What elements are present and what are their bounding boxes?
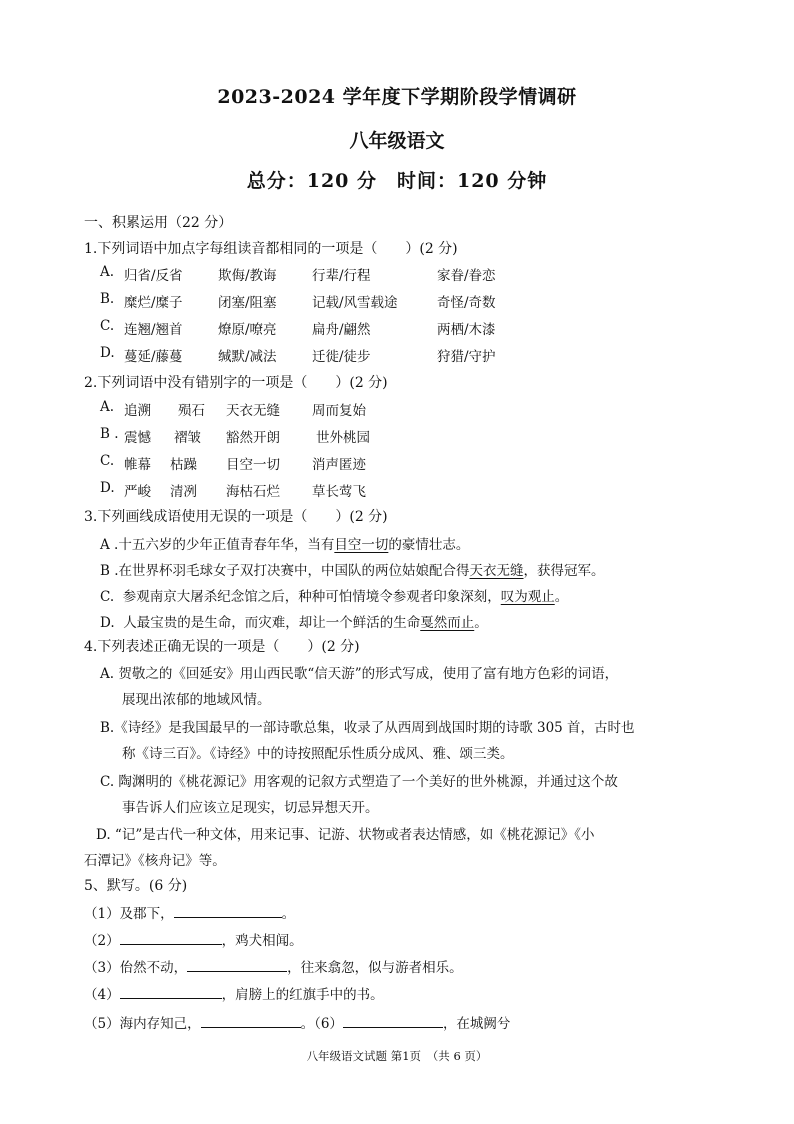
option-text: 。 [554, 589, 569, 605]
question-4-option-c-line1: C. 陶渊明的《桃花源记》用客观的记叙方式塑造了一个美好的世外桃源，并通过这个故 [100, 774, 618, 790]
option-word: 扁舟/翩然 [312, 322, 371, 338]
question-3-option-a [100, 533, 469, 553]
subject-title: 八年级语文 [349, 130, 445, 152]
underlined-idiom: 叹为观止 [500, 589, 555, 605]
option-letter: A. [100, 264, 115, 280]
question-4-option-b-line1: B.《诗经》是我国最早的一部诗歌总集，收录了从西周到战国时期的诗歌 305 首，古时也 [100, 720, 635, 736]
option-letter: C. [100, 318, 115, 334]
dictation-text: ，肩膀上的红旗手中的书。 [221, 987, 384, 1003]
underlined-idiom: 目空一切 [334, 537, 389, 553]
question-4-option-c-line2: 事告诉人们应该立足现实，切忌异想天开。 [122, 800, 379, 816]
answer-blank[interactable] [120, 984, 222, 999]
option-word: 严峻 [124, 484, 151, 500]
option-word: 欺侮/教诲 [218, 268, 277, 284]
option-word: 世外桃园 [316, 430, 370, 446]
section-heading: 一、积累运用（22 分） [84, 215, 233, 231]
score-time-line: 总分：120 分 时间：120 分钟 [246, 170, 548, 192]
option-word: 行辈/行程 [312, 268, 371, 284]
option-word: 天衣无缝 [226, 403, 280, 419]
question-3-option-c [100, 585, 568, 605]
option-word: 殒石 [178, 403, 205, 419]
dictation-line-4 [84, 983, 384, 1003]
option-word: 连翘/翘首 [124, 322, 183, 338]
option-word: 蔓延/藤蔓 [124, 349, 183, 365]
option-word: 奇怪/奇数 [437, 295, 496, 311]
option-letter: D. [100, 345, 115, 361]
dictation-text: （5）海内存知己， [84, 1016, 201, 1032]
option-word: 褶皱 [174, 430, 201, 446]
option-word: 枯躁 [170, 457, 197, 473]
dictation-text: （2） [84, 933, 120, 949]
option-word: 帷幕 [124, 457, 151, 473]
answer-blank[interactable] [120, 930, 222, 945]
option-word: 海枯石烂 [226, 484, 280, 500]
question-3-stem: 3.下列画线成语使用无误的一项是（ ）(2 分) [84, 509, 388, 525]
option-word: 记载/风雪载途 [312, 295, 398, 311]
option-letter: B . [100, 563, 119, 579]
option-letter: D. [100, 615, 115, 631]
option-letter: A. [100, 399, 115, 415]
question-4-stem: 4.下列表述正确无误的一项是（ ）(2 分) [84, 639, 360, 655]
option-word: 震憾 [124, 430, 151, 446]
dictation-text: （1）及郡下， [84, 906, 174, 922]
option-word: 迁徙/徒步 [312, 349, 371, 365]
option-word: 闭塞/阻塞 [218, 295, 277, 311]
question-4-option-d-line1: D. “记”是古代一种文体，用来记事、记游、状物或者表达情感，如《桃花源记》《小 [96, 827, 595, 843]
option-word: 追溯 [124, 403, 151, 419]
dictation-line-3 [84, 956, 463, 976]
dictation-text: 。 [281, 906, 296, 922]
option-word: 草长莺飞 [312, 484, 366, 500]
answer-blank[interactable] [174, 903, 282, 918]
option-text: 参观南京大屠杀纪念馆之后，种种可怕情境令参观者印象深刻， [122, 589, 501, 605]
underlined-idiom: 戛然而止 [420, 615, 475, 631]
option-text: 的豪情壮志。 [388, 537, 470, 553]
question-4-option-a-line1: A. 贺敬之的《回延安》用山西民歌“信天游”的形式写成，使用了富有地方色彩的词语， [100, 666, 619, 682]
option-word: 缄默/减法 [218, 349, 277, 365]
option-text: ，获得冠军。 [523, 563, 605, 579]
option-word: 两栖/木漆 [437, 322, 496, 338]
option-letter: B. [100, 291, 115, 307]
question-4-option-b-line2: 称《诗三百》。《诗经》中的诗按照配乐性质分成风、雅、颂三类。 [122, 746, 514, 762]
option-word: 家眷/眷恋 [437, 268, 496, 284]
option-word: 糜烂/糜子 [124, 295, 183, 311]
option-letter: C. [100, 453, 115, 469]
question-4-option-a-line2: 展现出浓郁的地域风情。 [122, 692, 271, 708]
option-text: 。 [474, 615, 488, 631]
option-text: 人最宝贵的是生命，而灾难，却让一个鲜活的生命 [123, 615, 421, 631]
option-letter: B . [100, 426, 119, 442]
option-word: 归省/反省 [124, 268, 183, 284]
dictation-text: 。（6） [300, 1016, 343, 1032]
page-footer: 八年级语文试题 第1页 （共 6 页） [306, 1049, 488, 1063]
option-text: 十五六岁的少年正值青春年华，当有 [118, 537, 335, 553]
dictation-text: （4） [84, 987, 120, 1003]
exam-title: 2023-2024 学年度下学期阶段学情调研 [217, 86, 577, 108]
question-1-stem: 1.下列词语中加点字每组读音都相同的一项是（ ）(2 分) [84, 241, 458, 257]
dictation-line-1 [84, 902, 295, 922]
dictation-line-2 [84, 929, 303, 949]
dictation-text: ，往来翕忽，似与游者相乐。 [287, 960, 463, 976]
option-word: 燎原/嘹亮 [218, 322, 277, 338]
dictation-text: ，鸡犬相闻。 [221, 933, 303, 949]
option-word: 狩猎/守护 [437, 349, 496, 365]
option-letter: C. [100, 589, 115, 605]
option-word: 周而复始 [312, 403, 366, 419]
question-5-stem: 5、默写。(6 分) [84, 878, 188, 894]
option-word: 消声匿迹 [312, 457, 366, 473]
question-3-option-d [100, 611, 488, 631]
question-3-option-b [100, 559, 605, 579]
dictation-line-5 [84, 1012, 510, 1032]
question-2-stem: 2.下列词语中没有错别字的一项是（ ）(2 分) [84, 375, 388, 391]
option-text: 在世界杯羽毛球女子双打决赛中，中国队的两位姑娘配合得 [118, 563, 470, 579]
option-letter: A . [100, 537, 119, 553]
option-word: 豁然开朗 [226, 430, 280, 446]
underlined-idiom: 天衣无缝 [469, 563, 524, 579]
option-word: 目空一切 [226, 457, 280, 473]
option-word: 清冽 [170, 484, 197, 500]
answer-blank[interactable] [187, 957, 287, 972]
option-letter: D. [100, 480, 115, 496]
question-4-option-d-line2: 石潭记》《核舟记》等。 [84, 853, 226, 869]
dictation-text: ，在城阙兮 [442, 1016, 511, 1032]
answer-blank[interactable] [343, 1013, 443, 1028]
dictation-text: （3）佁然不动， [84, 960, 188, 976]
answer-blank[interactable] [201, 1013, 301, 1028]
